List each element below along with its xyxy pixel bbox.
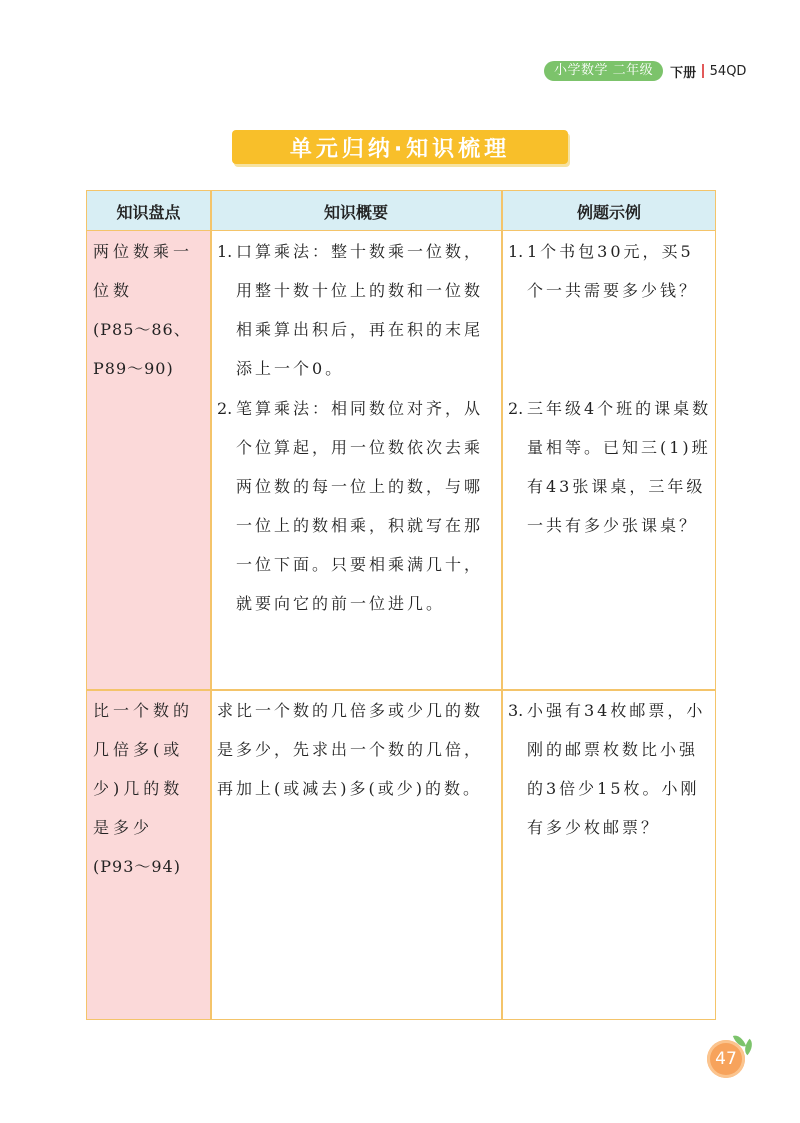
book-code: 54QD <box>709 63 747 79</box>
topic-line: P89～90) <box>93 359 174 378</box>
item-text: 三年级4个班的课桌数量相等。已知三(1)班有43张课桌，三年级一共有多少张课桌？ <box>527 399 712 535</box>
topic-line: 位数 <box>93 281 134 300</box>
item-number: 2. <box>508 399 524 418</box>
item-number: 2. <box>217 399 233 418</box>
page-header <box>544 60 746 82</box>
header-summary: 知识概要 <box>323 202 388 222</box>
item-number: 1. <box>508 242 524 261</box>
knowledge-table <box>86 190 716 1020</box>
table-row-topic <box>93 232 209 388</box>
section-banner <box>232 130 568 164</box>
item-text: 笔算乘法：相同数位对齐，从个位算起，用一位数依次去乘两位数的每一位上的数，与哪一位上的数相乘，积就写在那一位下面。只要相乘满几十，就要向它的前一位进几。 <box>236 399 484 613</box>
summary-item <box>217 232 497 388</box>
page-number: 47 <box>707 1040 745 1078</box>
topic-line: 少)几的数 <box>93 779 184 798</box>
topic-line: 两位数乘一 <box>93 242 194 261</box>
example-item <box>508 389 712 545</box>
summary-text: 求比一个数的几倍多或少几的数是多少，先求出一个数的几倍，再加上(或减去)多(或少)的数。 <box>217 701 484 798</box>
column-divider <box>210 191 212 1019</box>
topic-line: 是多少 <box>93 818 154 837</box>
subject-badge: 小学数学 二年级 <box>544 61 663 81</box>
header-divider <box>702 64 704 78</box>
example-item <box>508 232 712 310</box>
topic-line: (P93～94) <box>93 857 181 876</box>
item-number: 1. <box>217 242 233 261</box>
column-divider <box>501 191 503 1019</box>
item-text: 小强有34枚邮票，小刚的邮票枚数比小强的3倍少15枚。小刚有多少枚邮票？ <box>527 701 706 837</box>
topic-line: (P85～86、 <box>93 320 191 339</box>
topic-line: 几倍多(或 <box>93 740 184 759</box>
example-item <box>508 691 712 847</box>
header-topic: 知识盘点 <box>116 202 181 222</box>
summary-item <box>217 389 497 623</box>
section-title: 单元归纳·知识梳理 <box>289 136 511 162</box>
item-number: 3. <box>508 701 524 720</box>
header-examples: 例题示例 <box>576 202 641 222</box>
topic-line: 比一个数的 <box>93 701 194 720</box>
volume-label: 下册 <box>670 65 697 81</box>
item-text: 1个书包30元，买5个一共需要多少钱？ <box>527 242 699 300</box>
table-header-row <box>87 191 715 231</box>
table-row-topic <box>93 691 209 886</box>
item-text: 口算乘法：整十数乘一位数，用整十数十位上的数和一位数相乘算出积后，再在积的末尾添上一个0。 <box>236 242 484 378</box>
